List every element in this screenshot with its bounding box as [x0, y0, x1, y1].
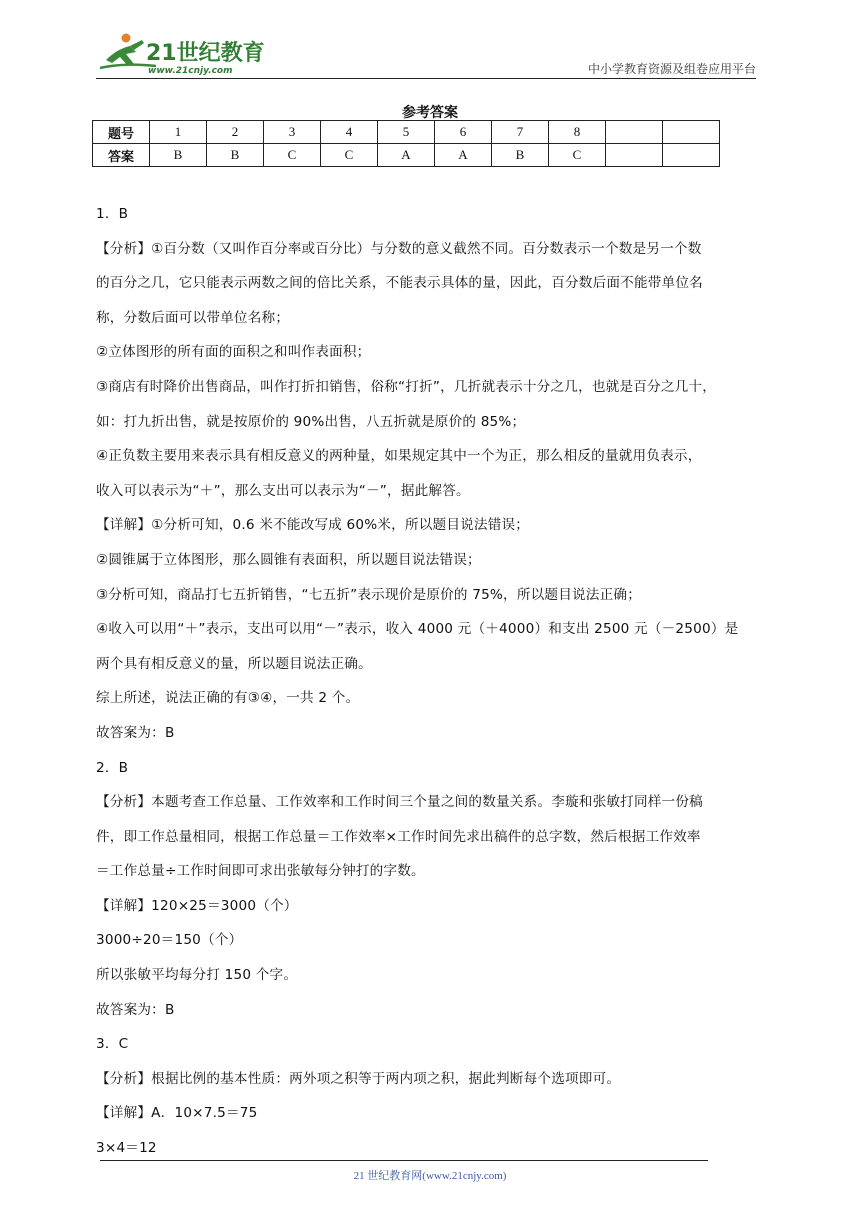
table-cell: 5 [378, 121, 435, 144]
table-cell: 3 [264, 121, 321, 144]
row-label: 答案 [93, 144, 150, 167]
row-label: 题号 [93, 121, 150, 144]
text-line: 【详解】①分析可知，0.6 米不能改写成 60%米，所以题目说法错误； [96, 517, 530, 534]
logo [96, 30, 266, 76]
platform-name: 中小学教育资源及组卷应用平台 [587, 62, 756, 76]
table-row [93, 144, 720, 167]
table-cell [606, 144, 663, 167]
footer-divider [100, 1160, 708, 1161]
text-line: ＝工作总量÷工作时间即可求出张敏每分钟打的字数。 [96, 863, 425, 880]
page-title: 参考答案 [402, 105, 458, 121]
text-line: 如：打九折出售，就是按原价的 90%出售，八五折就是原价的 85%； [96, 413, 526, 430]
table-cell [663, 121, 720, 144]
table-cell: A [378, 144, 435, 167]
text-line: 3．C [96, 1036, 129, 1053]
text-line: 2．B [96, 759, 129, 776]
text-line: 【详解】120×25＝3000（个） [96, 897, 298, 914]
text-line: 3×4＝12 [96, 1140, 157, 1157]
text-line: 【分析】本题考查工作总量、工作效率和工作时间三个量之间的数量关系。李璇和张敏打同样一份稿 [96, 794, 703, 811]
table-cell [606, 121, 663, 144]
text-line: 称，分数后面可以带单位名称； [96, 309, 290, 326]
table-cell: 1 [150, 121, 207, 144]
text-line: 故答案为：B [96, 724, 175, 741]
table-cell: 6 [435, 121, 492, 144]
table-cell: C [264, 144, 321, 167]
svg-text:21世纪教育: 21世纪教育 [146, 41, 265, 66]
table-cell: 8 [549, 121, 606, 144]
text-line: 【详解】A．10×7.5＝75 [96, 1105, 258, 1122]
table-cell: 2 [207, 121, 264, 144]
text-line: 3000÷20＝150（个） [96, 932, 243, 949]
table-cell: B [207, 144, 264, 167]
text-line: 综上所述，说法正确的有③④，一共 2 个。 [96, 690, 360, 707]
text-line: 【分析】根据比例的基本性质：两外项之积等于两内项之积，据此判断每个选项即可。 [96, 1070, 621, 1087]
text-line: 两个具有相反意义的量，所以题目说法正确。 [96, 655, 372, 672]
text-line: 件，即工作总量相同，根据工作总量＝工作效率×工作时间先求出稿件的总字数，然后根据工作效率 [96, 828, 701, 845]
table-cell [663, 144, 720, 167]
text-line: 【分析】①百分数（又叫作百分率或百分比）与分数的意义截然不同。百分数表示一个数是另一个数 [96, 240, 702, 257]
text-line: 1．B [96, 206, 129, 222]
footer-link[interactable]: 21 世纪教育网(www.21cnjy.com) [353, 1170, 507, 1182]
table-cell: 4 [321, 121, 378, 144]
header-divider [96, 78, 756, 79]
text-line: ③商店有时降价出售商品，叫作打折扣销售，俗称“打折”，几折就表示十分之几，也就是百分之几十， [96, 378, 716, 395]
text-line: ②圆锥属于立体图形，那么圆锥有表面积，所以题目说法错误； [96, 551, 481, 568]
table-row [93, 121, 720, 144]
table-cell: A [435, 144, 492, 167]
svg-text:www.21cnjy.com: www.21cnjy.com [148, 66, 233, 76]
table-cell: B [150, 144, 207, 167]
runner-logo-icon [96, 30, 266, 76]
text-line: ③分析可知，商品打七五折销售，“七五折”表示现价是原价的 75%，所以题目说法正确； [96, 586, 641, 603]
table-cell: C [321, 144, 378, 167]
answer-explanations [96, 197, 764, 1166]
page-header [96, 28, 756, 78]
table-cell: B [492, 144, 549, 167]
text-line: ④收入可以用“＋”表示，支出可以用“－”表示，收入 4000 元（＋4000）和支出 2500 元（－2500）是 [96, 621, 739, 638]
text-line: 收入可以表示为“＋”，那么支出可以表示为“－”，据此解答。 [96, 482, 470, 499]
table-cell: 7 [492, 121, 549, 144]
table-cell: C [549, 144, 606, 167]
text-line: 的百分之几，它只能表示两数之间的倍比关系，不能表示具体的量，因此，百分数后面不能带单位名 [96, 275, 703, 292]
text-line: 所以张敏平均每分打 150 个字。 [96, 967, 298, 984]
answer-table [92, 120, 720, 167]
text-line: ④正负数主要用来表示具有相反意义的两种量，如果规定其中一个为正，那么相反的量就用负表示， [96, 448, 702, 465]
text-line: 故答案为：B [96, 1001, 175, 1018]
text-line: ②立体图形的所有面的面积之和叫作表面积； [96, 344, 371, 361]
